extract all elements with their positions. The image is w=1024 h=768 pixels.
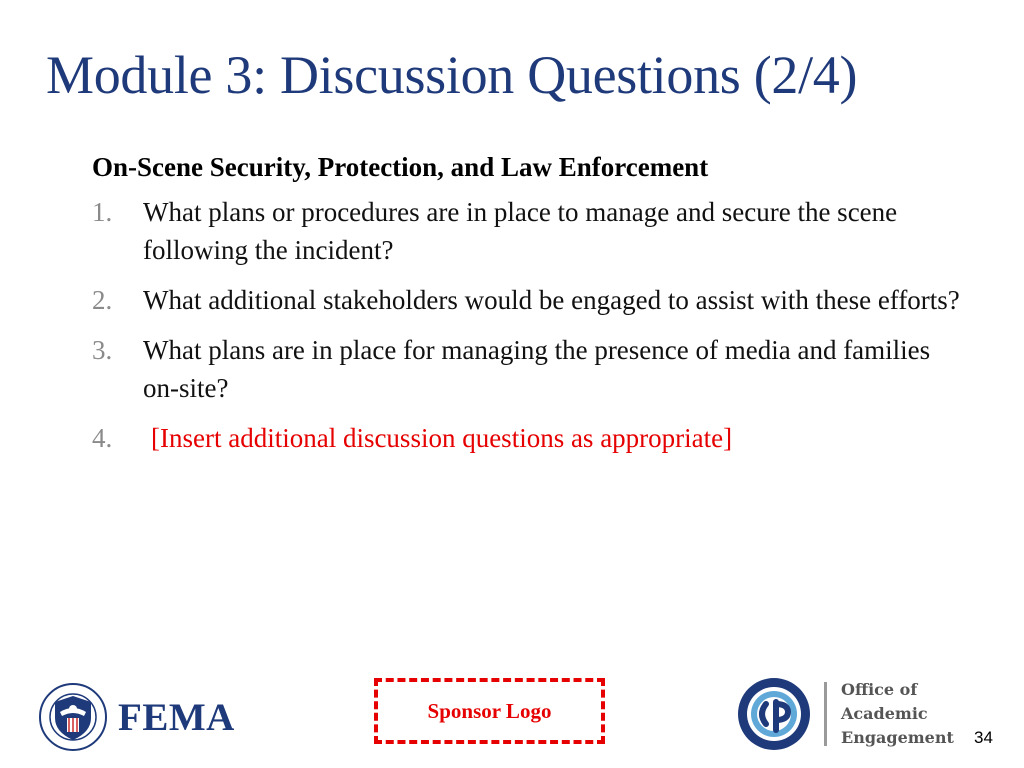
oae-line: Office of	[841, 680, 918, 699]
fema-wordmark: FEMA	[118, 695, 235, 739]
logo-divider	[824, 682, 827, 746]
question-item	[92, 193, 972, 269]
sponsor-logo-placeholder	[374, 678, 605, 744]
oae-wordmark	[841, 678, 954, 750]
question-number: 1.	[92, 197, 113, 227]
sponsor-logo-label: Sponsor Logo	[427, 698, 552, 723]
fema-logo	[38, 682, 235, 752]
oae-line: Engagement	[841, 728, 954, 747]
section-heading: On-Scene Security, Protection, and Law Enforcement	[92, 152, 709, 182]
oae-logo	[736, 676, 954, 752]
slide-content	[92, 152, 972, 469]
question-number: 3.	[92, 335, 113, 365]
question-placeholder-text: [Insert additional discussion questions as appropriate]	[151, 423, 733, 453]
oae-line: Academic	[841, 704, 928, 723]
question-item	[92, 331, 972, 407]
dhs-seal-icon	[38, 682, 108, 752]
question-item-placeholder	[92, 419, 972, 457]
question-number: 4.	[92, 423, 113, 453]
question-text: What additional stakeholders would be engaged to assist with these efforts?	[143, 285, 960, 315]
question-text: What plans are in place for managing the presence of media and families on-site?	[143, 335, 931, 403]
slide-title: Module 3: Discussion Questions (2/4)	[46, 45, 858, 105]
question-number: 2.	[92, 285, 113, 315]
question-text: What plans or procedures are in place to manage and secure the scene following the incident?	[143, 197, 898, 265]
page-number: 34	[974, 728, 993, 747]
question-item	[92, 281, 972, 319]
campus-resilience-seal-icon	[736, 676, 812, 752]
